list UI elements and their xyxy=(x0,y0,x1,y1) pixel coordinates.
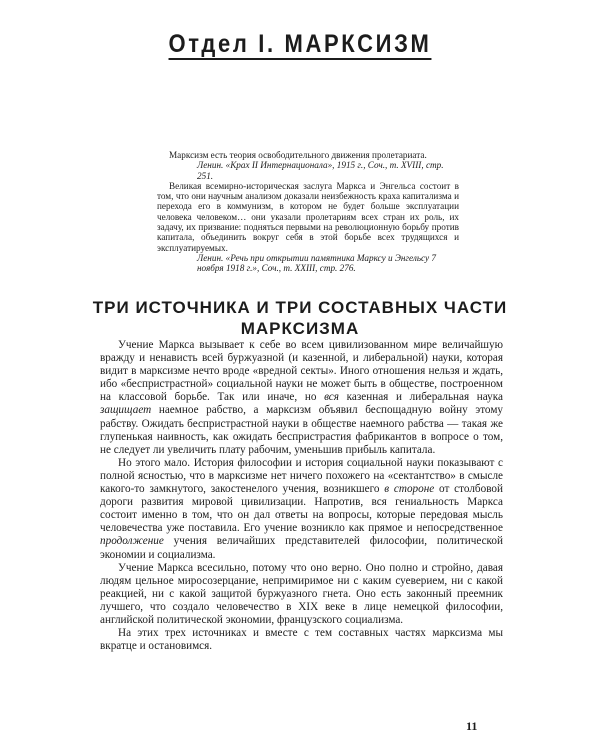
emphasis: вся xyxy=(324,391,339,404)
paragraph: Учение Маркса всесильно, потому что оно верно. Оно полно и стройно, давая людям цельное миросозерцание, непримиримое ни с каким суеверием, ни с какой реакцией, ни с какой защитой буржуазного гнета. Оно есть законный преемник лучшего, что создало человечество в XIX веке в лице немецкой философии, английской политической экономии, французского социализма. xyxy=(100,561,503,626)
text-run: Но этого мало. История философии и история социальной науки показывают с полной ясностью, что в марксизме нет ничего похожего на «сектантство» в смысле какого-то замкнутого, закостенелого учения, возникшего xyxy=(100,456,503,496)
text-run: учения величайших представителей философии, политической экономии и социализма. xyxy=(100,535,503,561)
text-run: наемное рабство, а марксизм объявил беспощадную войну этому рабству. Ожидать беспристрастной науки в обществе наемного рабства — такая же глупенькая наивность, как ожидать беспристрастия фабрикантов в вопросе о том, не следует ли увеличить плату рабочим, уменьшив прибыль капитала. xyxy=(100,404,503,456)
epigraph-source: Ленин. «Крах II Интернационала», 1915 г., Соч., т. XVIII, стр. 251. xyxy=(197,160,444,181)
page-number: 11 xyxy=(466,719,478,733)
epigraph-quote: Марксизм есть теория освободительного движения пролетариата. xyxy=(169,150,427,160)
paragraph xyxy=(100,457,503,562)
text-run: от столбовой дороги развития мировой цивилизации. Напротив, вся гениальность Маркса состоит именно в том, что он дал ответы на вопросы, которые передовая мысль человечества уже поставила. Его учение возникло как прямое и непосредственное xyxy=(100,483,503,535)
paragraph: На этих трех источниках и вместе с тем составных частях марксизма мы вкратце и остановимся. xyxy=(100,627,503,653)
epigraph-source: Ленин. «Речь при открытии памятника Марксу и Энгельсу 7 ноября 1918 г.», Соч., т. XXIII, стр. 276. xyxy=(197,252,437,274)
emphasis: в стороне xyxy=(384,483,435,496)
text-run: Учение Маркса вызывает к себе во всем цивилизованном мире величайшую вражду и ненависть всей буржуазной (и казенной, и либеральной) науки, которая видит в марксизме нечто вроде «вредной секты». Иного отношения нельзя и ждать, ибо «беспристрастной» социальной науки не может быть в обществе, построенном на классовой борьбе. Так или иначе, но xyxy=(100,339,503,404)
emphasis: продолжение xyxy=(100,535,164,548)
article-heading: ТРИ ИСТОЧНИКА И ТРИ СОСТАВНЫХ ЧАСТИ МАРКСИЗМА xyxy=(92,298,508,338)
article-body xyxy=(100,339,503,653)
section-title: Отдел I. МАРКСИЗМ xyxy=(168,30,432,58)
epigraph-quote: Великая всемирно-историческая заслуга Маркса и Энгельса состоит в том, что они научным анализом доказали неизбежность краха капитализма и перехода его в коммунизм, в котором не будет больше эксплуатации человека человеком… они указали пролетариям всех стран их роль, их задачу, их призвание: подняться первыми на революционную борьбу против капитала, объединить вокруг себя в этой борьбе всех трудящихся и эксплуатируемых. xyxy=(157,180,459,253)
paragraph xyxy=(100,339,503,457)
epigraph xyxy=(157,150,459,274)
emphasis: защищает xyxy=(100,404,152,417)
text-run: казенная и либеральная наука xyxy=(338,391,504,404)
